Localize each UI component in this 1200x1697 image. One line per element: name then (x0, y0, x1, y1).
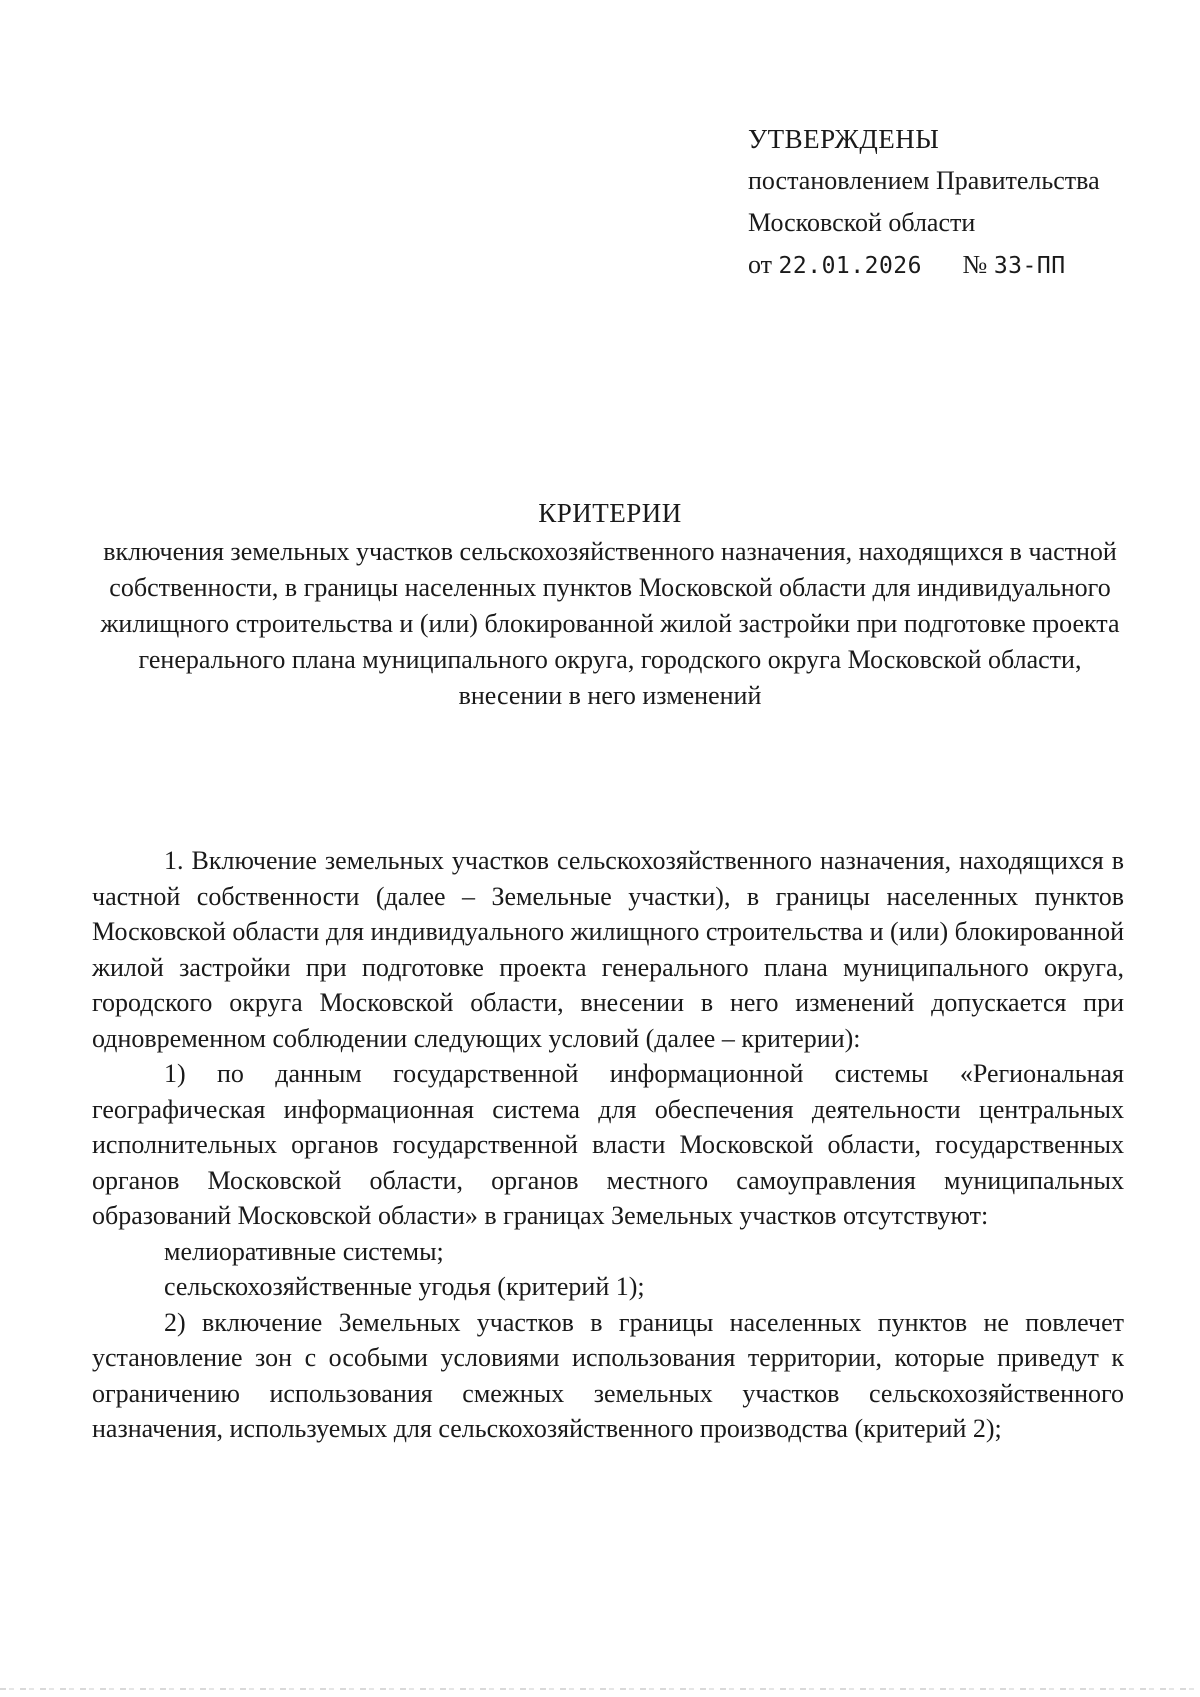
approval-number: 33-ПП (993, 253, 1066, 279)
list-item-agricultural-land: сельскохозяйственные угодья (критерий 1); (164, 1272, 645, 1301)
approval-block (748, 118, 1100, 287)
approval-line-region: Московской области (748, 208, 976, 237)
paragraph-1: 1. Включение земельных участков сельскохозяйственного назначения, находящихся в частной собственности (далее – Земельные участки), в границы населенных пунктов Московской области для индивидуального жилищного строительства и (или) блокированной жилой застройки при подготовке проекта генерального плана муниципального округа, городского округа Московской области, внесении в него изменений допускается при одновременном соблюдении следующих условий (далее – критерии): (92, 846, 1124, 1053)
approval-date: 22.01.2026 (778, 253, 923, 279)
list-item-melioration: мелиоративные системы; (164, 1236, 444, 1266)
document-subtitle: включения земельных участков сельскохозяйственного назначения, находящихся в частной собственности, в границы населенных пунктов Московской области для индивидуального жилищного строительства и (или) блокированной жилой застройки при подготовке проекта генерального плана муниципального округа, городского округа Московской области, внесении в него изменений (100, 537, 1120, 710)
document-title: КРИТЕРИИ (538, 498, 682, 528)
approval-line-decree: постановлением Правительства (748, 166, 1100, 195)
approval-from-prefix: от (748, 250, 773, 279)
document-body (92, 843, 1124, 1447)
approval-number-sign: № (962, 250, 988, 279)
approval-heading: УТВЕРЖДЕНЫ (748, 124, 940, 154)
approval-date-number (748, 244, 1100, 287)
document-title-block (90, 496, 1130, 714)
paragraph-criterion-2: 2) включение Земельных участков в границы населенных пунктов не повлечет установление зон с особыми условиями использования территории, которые приведут к ограничению использования смежных земельных участков сельскохозяйственного назначения, используемых для сельскохозяйственного производства (критерий 2); (92, 1307, 1124, 1443)
scan-artifact-line (0, 1688, 1200, 1690)
paragraph-criterion-1: 1) по данным государственной информационной системы «Региональная географическая информационная система для обеспечения деятельности центральных исполнительных органов государственной власти Московской области, государственных органов Московской области, органов местного самоуправления муниципальных образований Московской области» в границах Земельных участков отсутствуют: (92, 1059, 1124, 1230)
